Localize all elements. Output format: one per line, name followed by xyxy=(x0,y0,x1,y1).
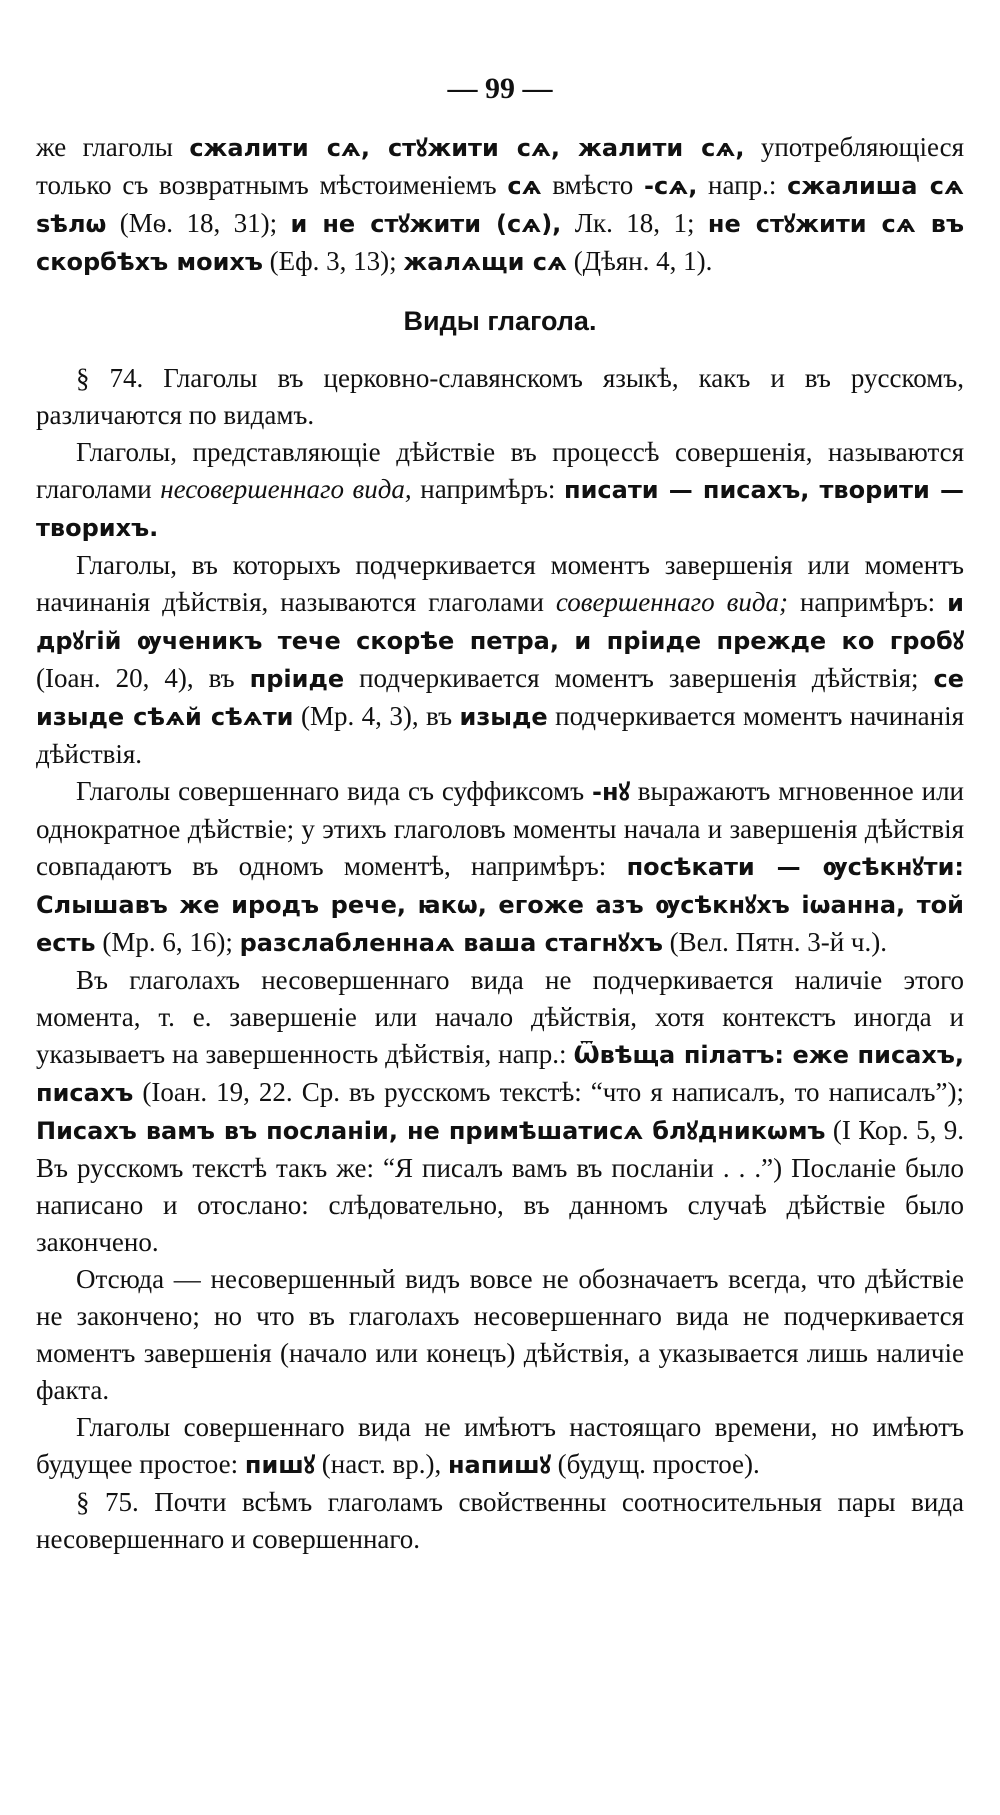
church-slavonic-text: изыде xyxy=(459,703,548,731)
paragraph-imperfective-completion xyxy=(36,962,964,1261)
church-slavonic-text: сжалиша сѧ ѕѣлѡ xyxy=(36,172,964,238)
text-run: Въ глаголахъ несовершеннаго вида не подчеркивается наличіе этого момента, т. е. завершеніе или начало дѣйствія, хотя контекстъ иногда и указываетъ на завершенность дѣйствія, напр.: xyxy=(36,965,964,1069)
paragraph-imperfective xyxy=(36,434,964,547)
church-slavonic-text: пріиде xyxy=(249,665,345,693)
text-run: (Вел. Пятн. 3-й ч.). xyxy=(662,927,887,957)
text-run: (Мр. 6, 16); xyxy=(95,927,240,957)
text-run: употребляющіеся только съ возвратнымъ мѣстоименіемъ xyxy=(36,132,965,200)
italic-term: совершеннаго вида; xyxy=(555,587,788,617)
church-slavonic-text: и дрꙋгій ѹченикъ тече скорѣе петра, и пріиде прежде ко гробꙋ xyxy=(36,589,964,655)
text-run: (будущ. простое). xyxy=(550,1449,760,1479)
church-slavonic-text: сѧ xyxy=(507,172,542,200)
church-slavonic-text: Писахъ вамъ въ посланіи, не примѣшатисѧ блꙋдникѡмъ xyxy=(36,1117,826,1145)
text-run: выражаютъ мгновенное или однократное дѣйствіе; у этихъ глаголовъ моменты начала и завершенія дѣйствія совпадаютъ въ одномъ моментѣ, напримѣръ: xyxy=(36,776,964,881)
text-run: подчеркивается моментъ начинанія дѣйствія. xyxy=(36,701,964,769)
paragraph-perfective xyxy=(36,547,964,773)
church-slavonic-text: разслабленнаѧ ваша стагнꙋхъ xyxy=(239,929,663,957)
church-slavonic-text: жалѧщи сѧ xyxy=(403,248,567,276)
text-run: (Дѣян. 4, 1). xyxy=(566,246,713,276)
church-slavonic-text: и не стꙋжити (сѧ), xyxy=(290,210,562,238)
text-run: Глаголы совершеннаго вида съ суффиксомъ xyxy=(76,776,593,806)
paragraph-future-simple xyxy=(36,1409,964,1484)
paragraph-75: § 75. Почти всѣмъ глаголамъ свойственны соотносительныя пары вида несовершеннаго и совершеннаго. xyxy=(36,1487,964,1554)
text-run: (І Кор. 5, 9. Въ русскомъ текстѣ такъ же: “Я писалъ вамъ въ посланіи . . .”) Посланіе было написано и отослано: слѣдовательно, въ данномъ случаѣ дѣйствіе было закончено. xyxy=(36,1115,964,1257)
text-run: напримѣръ: xyxy=(411,474,565,504)
text-run: Глаголы, въ которыхъ подчеркивается моментъ завершенія или моментъ начинанія дѣйствія, называются глаголами xyxy=(36,550,964,617)
text-run: (Іоан. 20, 4), въ xyxy=(36,663,250,693)
text-run: напримѣръ: xyxy=(787,587,948,617)
text-run: (Мѳ. 18, 31); xyxy=(106,208,291,238)
text-run: же глаголы xyxy=(36,132,190,162)
text-run: Глаголы совершеннаго вида не имѣютъ настоящаго времени, но имѣютъ будущее простое: xyxy=(36,1412,964,1479)
church-slavonic-text: -сѧ, xyxy=(644,172,698,200)
paragraph-suffix-nu xyxy=(36,773,964,962)
paragraph-74: § 74. Глаголы въ церковно-славянскомъ языкѣ, какъ и въ русскомъ, различаются по видамъ. xyxy=(36,363,964,430)
paragraph-intro xyxy=(36,129,964,281)
text-run: (Іоан. 19, 22. Ср. въ русскомъ текстѣ: “что я написалъ, то написалъ”); xyxy=(133,1077,964,1107)
paragraph-conclusion: Отсюда — несовершенный видъ вовсе не обозначаетъ всегда, что дѣйствіе не закончено; но что въ глаголахъ несовершеннаго вида не подчеркивается моментъ завершенія (начало или конецъ) дѣйствія, а указывается лишь наличіе факта. xyxy=(36,1264,964,1405)
church-slavonic-text: -нꙋ xyxy=(592,778,630,806)
text-run: (Мр. 4, 3), въ xyxy=(293,701,460,731)
church-slavonic-text: напишꙋ xyxy=(447,1451,551,1479)
document-page xyxy=(36,70,964,1558)
section-heading: Виды глагола. xyxy=(403,306,597,336)
text-run: (Еф. 3, 13); xyxy=(262,246,404,276)
church-slavonic-text: не стꙋжити сѧ въ скорбѣхъ моихъ xyxy=(36,210,964,276)
church-slavonic-text: пишꙋ xyxy=(244,1451,316,1479)
church-slavonic-text: сжалити сѧ, стꙋжити сѧ, жалити сѧ, xyxy=(189,134,745,162)
text-run: подчеркивается моментъ завершенія дѣйствія; xyxy=(344,663,934,693)
church-slavonic-text: посѣкати — ѹсѣкнꙋти: Слышавъ же иродъ рече, ꙗкѡ, егоже азъ ѹсѣкнꙋхъ іѡанна, той есть xyxy=(36,853,964,957)
text-run: напр.: xyxy=(697,170,788,200)
text-run: вмѣсто xyxy=(541,170,645,200)
church-slavonic-text: писати — писахъ, творити — творихъ. xyxy=(36,476,965,542)
church-slavonic-text: се изыде сѣѧй сѣѧти xyxy=(36,665,964,731)
text-run: Глаголы, представляющіе дѣйствіе въ процессѣ совершенія, называются глаголами xyxy=(36,437,964,504)
italic-term: несовершеннаго вида, xyxy=(160,474,412,504)
church-slavonic-text: Ѿвѣща пілатъ: еже писахъ, писахъ xyxy=(36,1041,964,1107)
text-run: Лк. 18, 1; xyxy=(561,208,708,238)
page-number: — 99 — xyxy=(447,72,553,105)
text-run: (наст. вр.), xyxy=(315,1449,448,1479)
